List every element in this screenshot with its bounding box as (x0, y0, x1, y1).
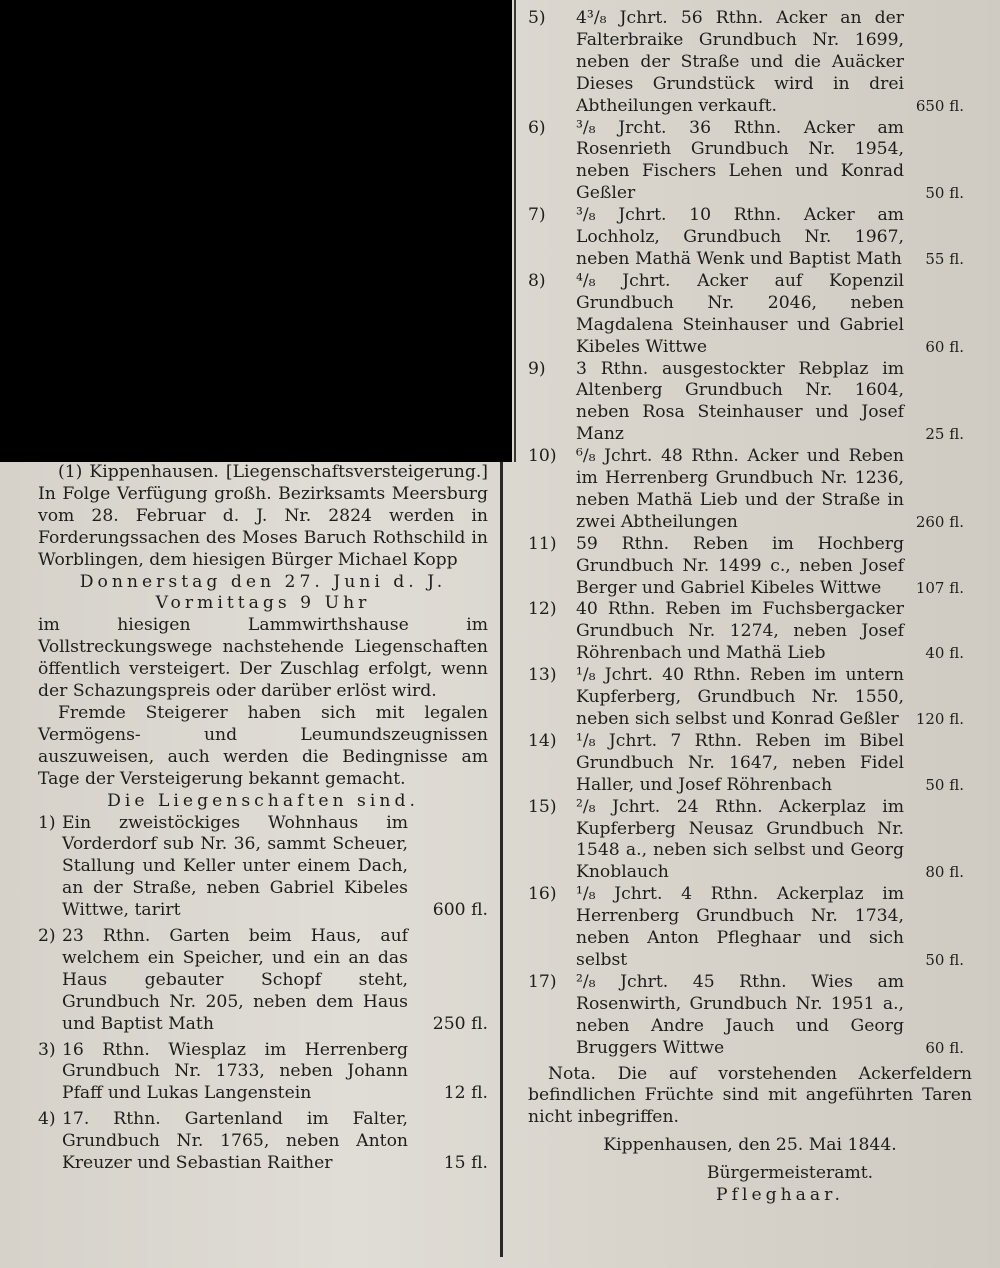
item-description: ¹/₈ Jchrt. 4 Rthn. Ackerplaz im Herrenberg Grundbuch Nr. 1734, neben Anton Pfleghaar und sich selbst (576, 884, 904, 970)
item-description: ¹/₈ Jchrt. 40 Rthn. Reben im untern Kupferberg, Grundbuch Nr. 1550, neben sich selbst und Konrad Geßler (576, 665, 904, 729)
item-price: 60 fl. (925, 1038, 964, 1057)
item-description: 40 Rthn. Reben im Fuchsbergacker Grundbuch Nr. 1274, neben Josef Röhrenbach und Mathä Lieb (576, 599, 904, 664)
property-item-10 (528, 446, 972, 534)
item-description: ²/₈ Jchrt. 45 Rthn. Wies am Rosenwirth, Grundbuch Nr. 1951 a., neben Andre Jauch und Georg Bruggers Wittwe (576, 971, 904, 1058)
item-number: 2) (38, 926, 56, 947)
item-price: 12 fl. (443, 1083, 488, 1104)
item-number: 5) (528, 8, 546, 28)
item-number: 4) (38, 1109, 56, 1130)
nota-note: Nota. Die auf vorstehenden Ackerfeldern befindlichen Früchte sind mit angeführten Taren nicht inbegriffen. (528, 1063, 972, 1128)
item-price: 25 fl. (925, 425, 964, 444)
item-number: 15) (528, 796, 557, 817)
property-item-4 (38, 1109, 488, 1175)
item-number: 7) (528, 205, 546, 226)
item-number: 11) (528, 533, 557, 554)
item-number: 17) (528, 971, 557, 992)
property-item-16 (528, 884, 972, 972)
property-item-6 (528, 118, 972, 206)
item-number: 13) (528, 665, 557, 686)
item-description: ³/₈ Jrcht. 36 Rthn. Acker am Rosenrieth Grundbuch Nr. 1954, neben Fischers Lehen und Konrad Geßler (576, 117, 904, 204)
item-number: 10) (528, 446, 557, 467)
property-item-14 (528, 731, 972, 797)
property-item-17 (528, 972, 972, 1060)
place-date: Kippenhausen, den 25. Mai 1844. (603, 1135, 897, 1156)
item-price: 60 fl. (925, 337, 964, 356)
notice-header: (1) Kippenhausen. [Liegenschaftsversteigerung.] In Folge Verfügung großh. Bezirksamts Meersburg vom 28. Februar d. J. Nr. 2824 werden in Forderungssachen des Moses Baruch Rothschild in Worblingen, dem hiesigen Bürger Michael Kopp (38, 462, 488, 570)
item-price: 55 fl. (925, 249, 964, 268)
property-list-heading: Die Liegenschaften sind. (107, 790, 419, 811)
item-price: 650 fl. (915, 96, 964, 115)
notice-intro: im hiesigen Lammwirthshause im Vollstreckungswege nachstehende Liegenschaften öffentlich versteigert. Der Zuschlag erfolgt, wenn der Schazungspreis oder darüber erlöst wird. (38, 615, 488, 702)
property-item-11 (528, 534, 972, 600)
item-description: ⁴/₈ Jchrt. Acker auf Kopenzil Grundbuch Nr. 2046, neben Magdalena Steinhauser und Gabriel Kibeles Wittwe (576, 270, 904, 357)
item-number: 3) (38, 1039, 56, 1060)
property-item-2 (38, 926, 488, 1036)
auction-date: Donnerstag den 27. Juni d. J. (79, 571, 447, 592)
signature: Pfleghaar. (716, 1185, 844, 1206)
auction-time: Vormittags 9 Uhr (155, 593, 371, 614)
column-rule (500, 462, 503, 1257)
item-price: 50 fl. (925, 775, 964, 794)
property-item-7 (528, 205, 972, 271)
item-description: 4³/₈ Jchrt. 56 Rthn. Acker an der Falterbraike Grundbuch Nr. 1699, neben der Straße und die Auäcker Dieses Grundstück wird in drei Abtheilungen verkauft. (576, 8, 904, 116)
item-price: 15 fl. (443, 1153, 488, 1174)
item-price: 50 fl. (925, 184, 964, 203)
item-description: Ein zweistöckiges Wohnhaus im Vorderdorf sub Nr. 36, sammt Scheuer, Stallung und Keller unter einem Dach, an der Straße, neben Gabriel Kibeles Wittwe, tarirt (62, 812, 408, 921)
left-column (38, 462, 488, 1175)
item-price: 107 fl. (915, 578, 964, 597)
item-price: 120 fl. (915, 710, 964, 728)
item-description: 16 Rthn. Wiesplaz im Herrenberg Grundbuch Nr. 1733, neben Johann Pfaff und Lukas Langenstein (62, 1039, 408, 1104)
item-price: 50 fl. (925, 950, 964, 969)
item-number: 12) (528, 599, 557, 620)
property-item-5 (528, 8, 972, 118)
item-description: 3 Rthn. ausgestockter Rebplaz im Altenberg Grundbuch Nr. 1604, neben Rosa Steinhauser und Josef Manz (576, 358, 904, 445)
item-price: 250 fl. (432, 1013, 488, 1034)
property-item-8 (528, 271, 972, 359)
item-description: ³/₈ Jchrt. 10 Rthn. Acker am Lochholz, Grundbuch Nr. 1967, neben Mathä Wenk und Baptist Math (576, 205, 904, 269)
property-item-12 (528, 599, 972, 665)
issuing-office: Bürgermeisteramt. (706, 1163, 874, 1184)
item-description: ²/₈ Jchrt. 24 Rthn. Ackerplaz im Kupferberg Neusaz Grundbuch Nr. 1548 a., neben sich selbst und Georg Knoblauch (576, 796, 904, 883)
property-item-13 (528, 665, 972, 731)
property-item-1 (38, 813, 488, 923)
item-price: 260 fl. (915, 512, 964, 531)
item-number: 1) (38, 812, 56, 833)
property-item-9 (528, 359, 972, 447)
item-number: 9) (528, 358, 546, 379)
item-number: 6) (528, 117, 546, 138)
property-item-3 (38, 1040, 488, 1106)
foreign-bidders-note: Fremde Steigerer haben sich mit legalen Vermögens- und Leumundszeugnissen auszuweisen, auch werden die Bedingnisse am Tage der Versteigerung bekannt gemacht. (38, 702, 488, 789)
item-description: 17. Rthn. Gartenland im Falter, Grundbuch Nr. 1765, neben Anton Kreuzer und Sebastian Raither (62, 1109, 408, 1174)
property-item-15 (528, 797, 972, 885)
item-description: ⁶/₈ Jchrt. 48 Rthn. Acker und Reben im Herrenberg Grundbuch Nr. 1236, neben Mathä Lieb und der Straße in zwei Abtheilungen (576, 446, 904, 532)
right-column (528, 8, 972, 1207)
item-price: 600 fl. (432, 900, 488, 921)
item-description: ¹/₈ Jchrt. 7 Rthn. Reben im Bibel Grundbuch Nr. 1647, neben Fidel Haller, und Josef Röhrenbach (576, 730, 904, 795)
item-price: 80 fl. (925, 863, 964, 882)
item-number: 14) (528, 730, 557, 751)
column-rule-top (514, 0, 516, 462)
item-number: 8) (528, 270, 546, 291)
item-price: 40 fl. (925, 644, 964, 663)
redacted-region (0, 0, 512, 462)
item-number: 16) (528, 884, 557, 905)
item-description: 59 Rthn. Reben im Hochberg Grundbuch Nr. 1499 c., neben Josef Berger und Gabriel Kibeles Wittwe (576, 533, 904, 598)
item-description: 23 Rthn. Garten beim Haus, auf welchem ein Speicher, und ein an das Haus gebauter Schopf steht, Grundbuch Nr. 205, neben dem Haus und Baptist Math (62, 926, 408, 1034)
